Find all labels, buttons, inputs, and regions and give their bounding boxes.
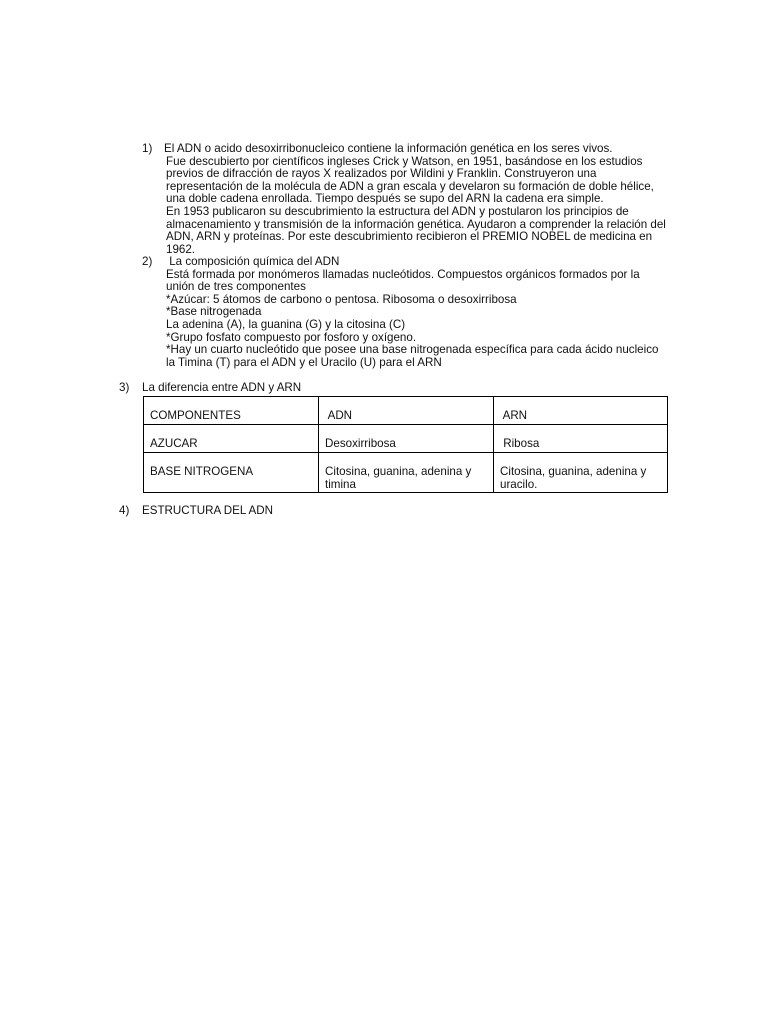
text-line: previos de difracción de rayos X realizados por Wildini y Franklin. Construyeron una [166, 167, 597, 181]
text-line: 1962. [166, 242, 196, 256]
list-item-text [142, 505, 273, 518]
text-line: la Timina (T) para el ADN y el Uracilo (U) para el ARN [166, 355, 442, 369]
table-cell: COMPONENTES [144, 397, 319, 425]
comparison-table [143, 396, 668, 493]
text-line: unión de tres componentes [166, 280, 306, 294]
table-cell: Ribosa [494, 425, 668, 453]
text-line: una doble cadena enrollada. Tiempo después se supo del ARN la cadena era simple. [166, 192, 604, 206]
text-line: Fue descubierto por científicos ingleses Crick y Watson, en 1951, basándose en los estudios [166, 154, 643, 168]
table-row [144, 425, 668, 453]
table-cell: Citosina, guanina, adenina y uracilo. [494, 453, 668, 493]
text-line: En 1953 publicaron su descubrimiento la estructura del ADN y postularon los principios de [166, 204, 629, 218]
list-item-text [166, 143, 666, 256]
text-line: *Grupo fosfato compuesto por fosforo y oxígeno. [166, 330, 417, 344]
list-item-text [166, 256, 658, 369]
text-line: La composición química del ADN [166, 255, 340, 268]
text-line: Está formada por monómeros llamadas nucleótidos. Compuestos orgánicos formados por la [166, 267, 640, 281]
text-line: almacenamiento y transmisión de la información genética. Ayudaron a comprender la relación del [166, 217, 666, 231]
list-number: 4) [119, 504, 130, 517]
list-number: 2) [142, 255, 153, 268]
text-line: ADN, ARN y proteínas. Por este descubrimiento recibieron el PREMIO NOBEL de medicina en [166, 230, 653, 244]
table-cell: ARN [494, 397, 668, 425]
text-line: representación de la molécula de ADN a gran escala y develaron su formación de doble hélice, [166, 179, 654, 193]
list-number: 3) [119, 381, 130, 394]
table-cell: Citosina, guanina, adenina y timina [319, 453, 494, 493]
table-cell: AZUCAR [144, 425, 319, 453]
table-cell: Desoxirribosa [319, 425, 494, 453]
table-row [144, 453, 668, 493]
text-line: El ADN o acido desoxirribonucleico contiene la información genética en los seres vivos. [164, 142, 613, 155]
list-item-text [142, 382, 301, 395]
table-cell: ADN [319, 397, 494, 425]
text-line: ESTRUCTURA DEL ADN [142, 504, 273, 517]
text-line: *Hay un cuarto nucleótido que posee una base nitrogenada específica para cada ácido nucleico [166, 343, 659, 357]
text-line: *Azúcar: 5 átomos de carbono o pentosa. Ribosoma o desoxirribosa [166, 292, 517, 306]
text-line: *Base nitrogenada [166, 305, 262, 319]
list-number: 1) [142, 142, 153, 155]
text-line: La diferencia entre ADN y ARN [142, 381, 302, 394]
table-row [144, 397, 668, 425]
table-cell: BASE NITROGENA [144, 453, 319, 493]
text-line: La adenina (A), la guanina (G) y la citosina (C) [166, 317, 406, 331]
